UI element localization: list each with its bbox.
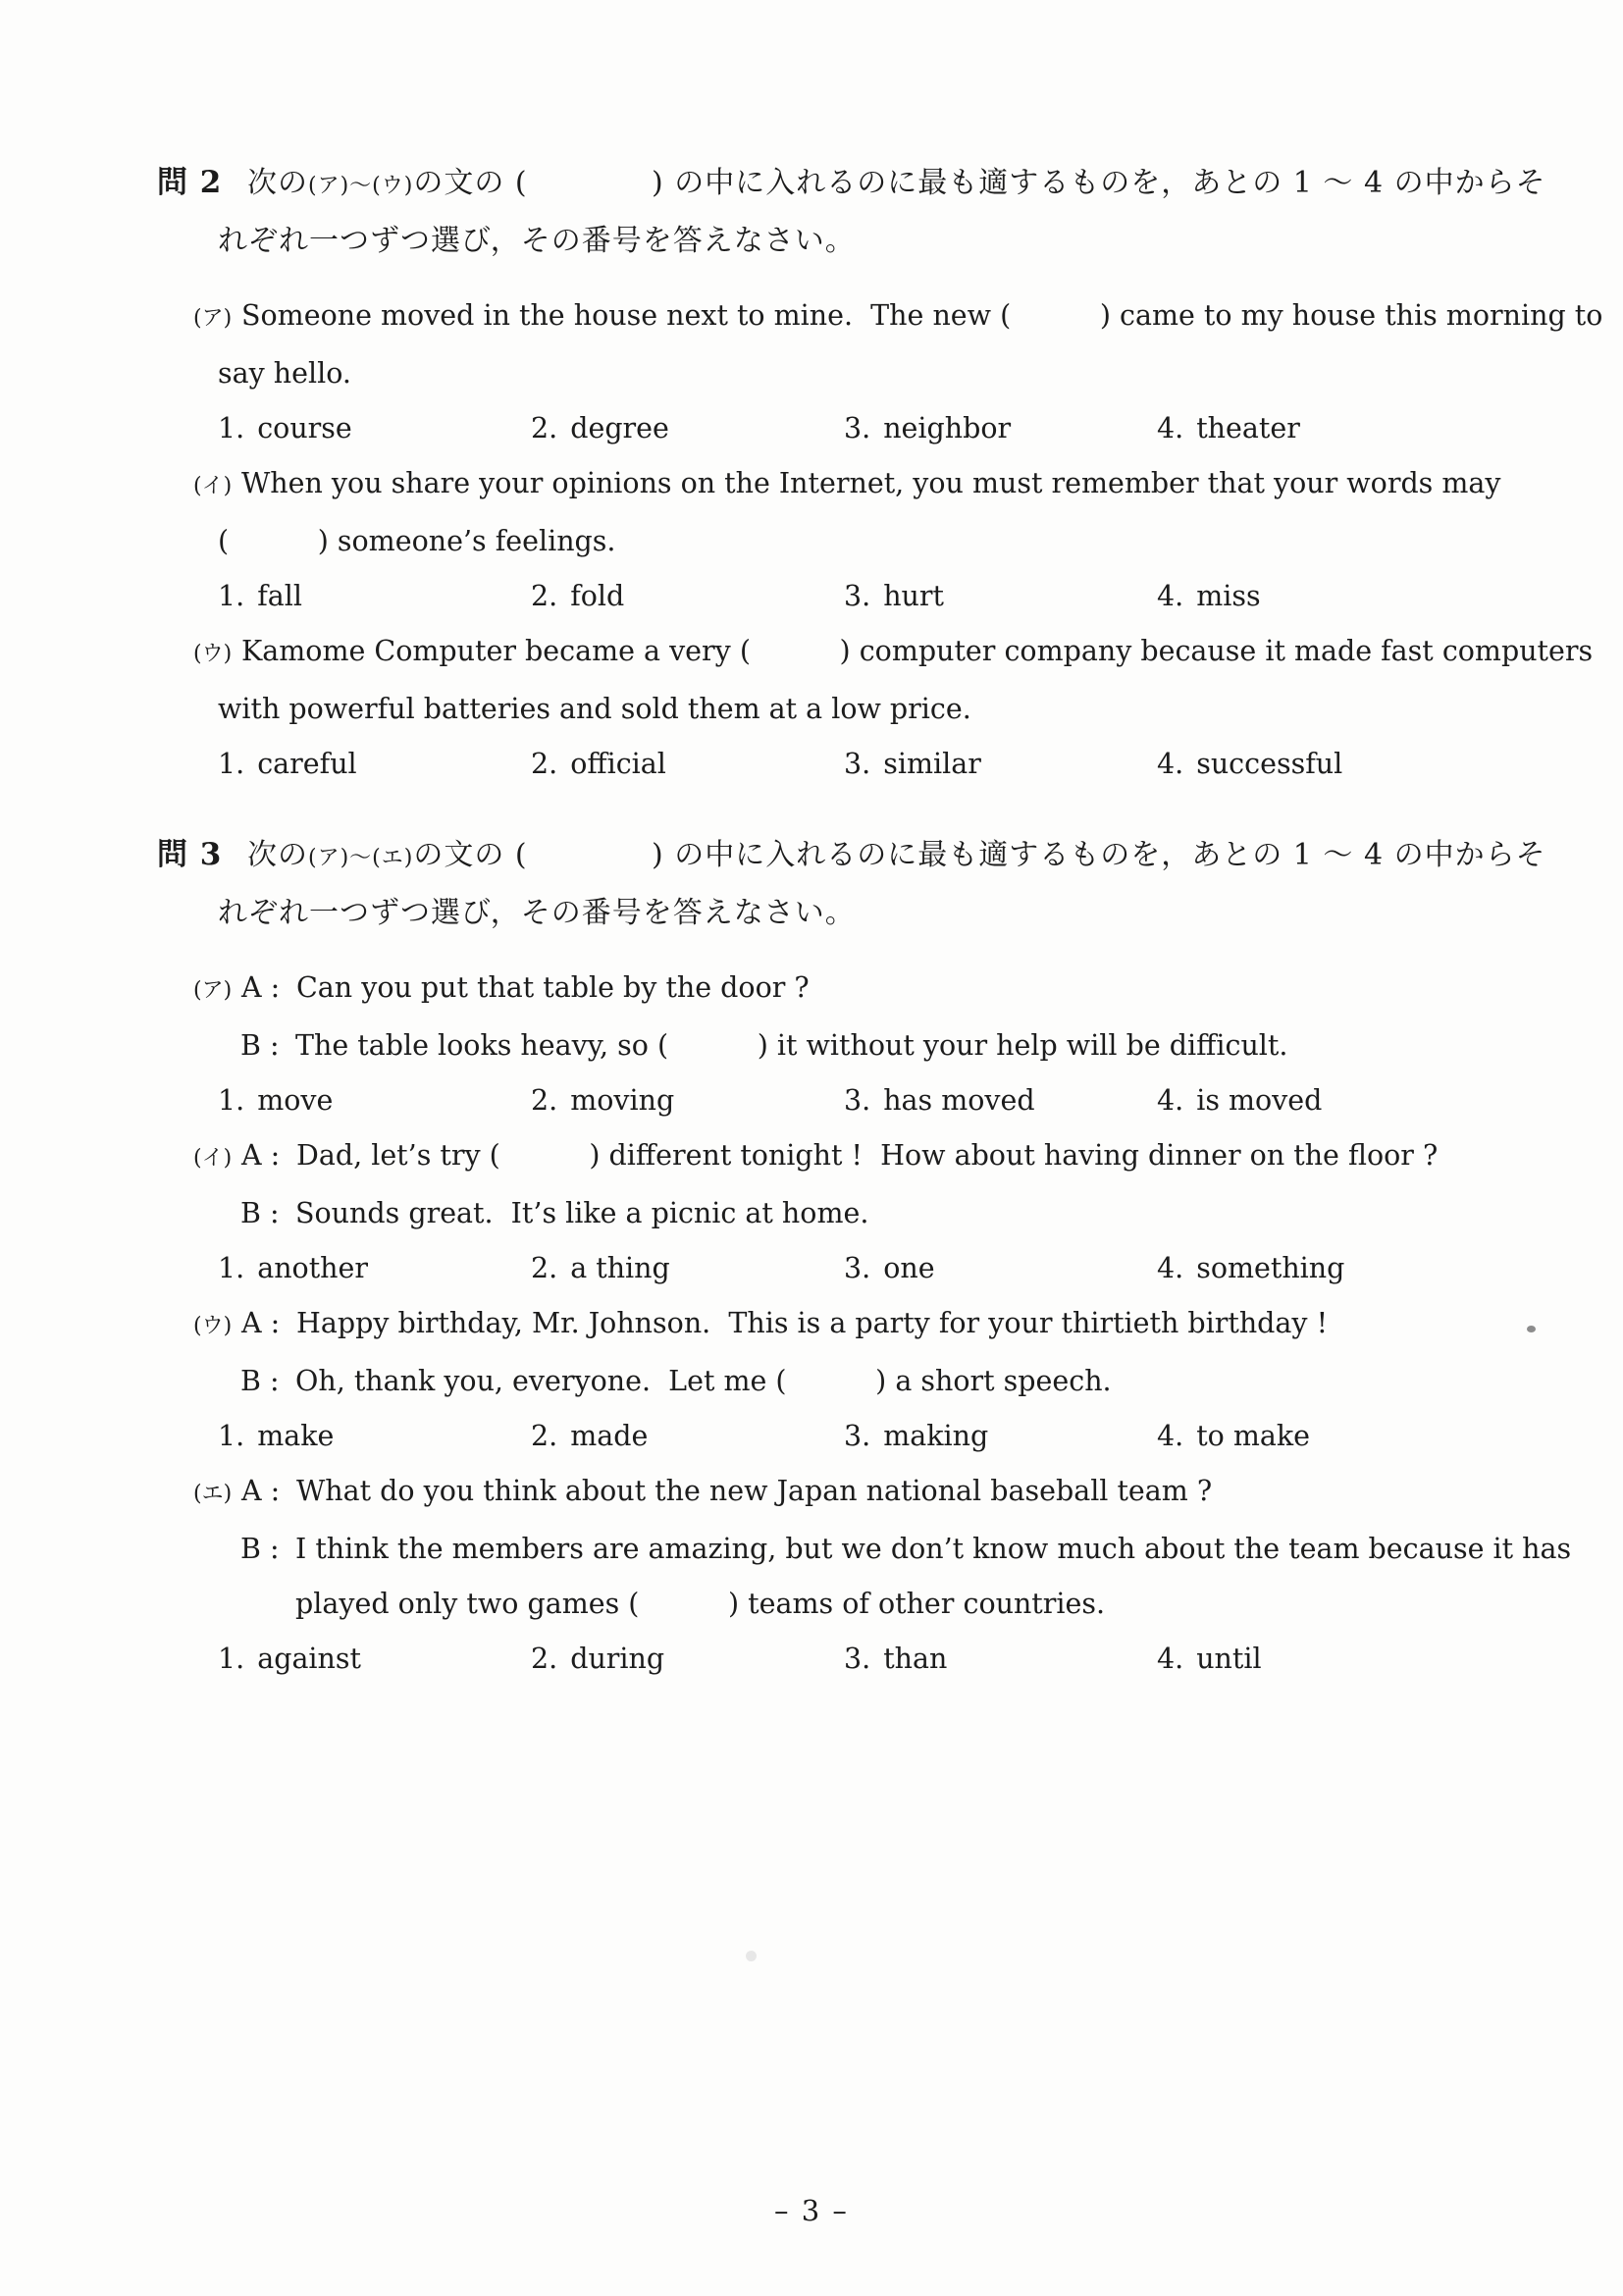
options-row xyxy=(0,1632,1623,1687)
option-2: 2. fold xyxy=(531,580,625,612)
q3-item-u xyxy=(0,1296,1623,1464)
dialogue-b-text: Oh, thank you, everyone. Let me ( ) a short speech. xyxy=(295,1365,1112,1397)
options-row xyxy=(0,401,1623,456)
dialogue-a-text: Can you put that table by the door ? xyxy=(296,971,810,1004)
question-2-section xyxy=(0,155,1623,792)
options-row xyxy=(0,1409,1623,1464)
option-3: 3. one xyxy=(844,1252,935,1284)
speaker-label-b: B : xyxy=(240,1197,280,1229)
dialogue-a-text: Happy birthday, Mr. Johnson. This is a party for your thirtieth birthday ! xyxy=(296,1307,1329,1339)
spacer xyxy=(0,269,1623,288)
item-marker: (ウ) xyxy=(193,642,233,666)
option-4: 4. successful xyxy=(1157,748,1343,780)
option-4: 4. until xyxy=(1157,1643,1262,1675)
sentence-line-1: Someone moved in the house next to mine. The new ( ) came to my house this morning to xyxy=(241,299,1603,332)
option-4: 4. something xyxy=(1157,1252,1345,1284)
speaker-label-a: A : xyxy=(241,1307,281,1339)
question-2-label: 問 2 xyxy=(157,165,223,200)
spacer xyxy=(0,792,1623,827)
question-3-instruction-line-2: れぞれ一つずつ選び，その番号を答えなさい。 xyxy=(218,896,856,930)
q3-item-e xyxy=(0,1464,1623,1687)
options-row xyxy=(0,1073,1623,1128)
sentence-line-2: say hello. xyxy=(218,357,351,390)
page-number: – 3 – xyxy=(774,2194,849,2227)
option-2: 2. during xyxy=(531,1643,665,1675)
item-range-markers: (ア)～(エ) xyxy=(308,846,414,870)
speaker-label-a: A : xyxy=(241,1475,281,1507)
option-3: 3. has moved xyxy=(844,1084,1035,1117)
option-1: 1. course xyxy=(218,412,352,444)
sentence-line-2: ( ) someone’s feelings. xyxy=(218,525,616,557)
dialogue-a-text: Dad, let’s try ( ) different tonight ! How about having dinner on the floor ? xyxy=(296,1139,1439,1172)
options-row xyxy=(0,737,1623,792)
speaker-label-b: B : xyxy=(240,1029,280,1062)
option-4: 4. theater xyxy=(1157,412,1300,444)
option-1: 1. against xyxy=(218,1643,361,1675)
option-1: 1. move xyxy=(218,1084,334,1117)
item-marker: (ア) xyxy=(193,978,233,1003)
option-3: 3. hurt xyxy=(844,580,944,612)
option-1: 1. make xyxy=(218,1420,335,1452)
sentence-line-2: with powerful batteries and sold them at a low price. xyxy=(218,693,971,725)
option-3: 3. neighbor xyxy=(844,412,1012,444)
q3-item-i xyxy=(0,1128,1623,1296)
option-1: 1. another xyxy=(218,1252,369,1284)
scan-artifact-dot xyxy=(746,1951,757,1961)
options-row xyxy=(0,569,1623,624)
option-4: 4. miss xyxy=(1157,580,1261,612)
speaker-label-b: B : xyxy=(240,1533,280,1565)
dialogue-b-text: Sounds great. It’s like a picnic at home. xyxy=(295,1197,869,1229)
question-3-header xyxy=(0,827,1623,886)
question-3-section xyxy=(0,827,1623,1687)
option-2: 2. degree xyxy=(531,412,669,444)
item-marker: (ウ) xyxy=(193,1314,233,1338)
options-row xyxy=(0,1241,1623,1296)
scan-artifact-dot xyxy=(1527,1326,1536,1332)
question-2-header xyxy=(0,155,1623,214)
q2-item-i xyxy=(0,456,1623,624)
question-2-instruction-line-1: 次の(ア)～(ウ)の文の ( ) の中に入れるのに最も適するものを，あとの 1 ～ 4 の中からそ xyxy=(247,166,1546,200)
option-2: 2. made xyxy=(531,1420,649,1452)
item-marker: (エ) xyxy=(193,1482,233,1506)
speaker-label-b: B : xyxy=(240,1365,280,1397)
q3-item-a xyxy=(0,961,1623,1128)
option-2: 2. moving xyxy=(531,1084,675,1117)
dialogue-b-text: The table looks heavy, so ( ) it without your help will be difficult. xyxy=(295,1029,1288,1062)
option-3: 3. similar xyxy=(844,748,981,780)
option-1: 1. fall xyxy=(218,580,302,612)
item-marker: (イ) xyxy=(193,1146,233,1171)
spacer xyxy=(0,941,1623,961)
option-2: 2. official xyxy=(531,748,666,780)
option-1: 1. careful xyxy=(218,748,357,780)
item-range-markers: (ア)～(ウ) xyxy=(308,174,414,198)
sentence-line-1: Kamome Computer became a very ( ) computer company because it made fast computers xyxy=(241,635,1594,667)
q2-item-a xyxy=(0,288,1623,456)
question-3-instruction-line-1: 次の(ア)～(エ)の文の ( ) の中に入れるのに最も適するものを，あとの 1 ～ 4 の中からそ xyxy=(247,838,1546,872)
speaker-label-a: A : xyxy=(241,971,281,1004)
option-3: 3. than xyxy=(844,1643,948,1675)
item-marker: (イ) xyxy=(193,474,233,498)
question-3-label: 問 3 xyxy=(157,837,223,872)
sentence-line-1: When you share your opinions on the Internet, you must remember that your words may xyxy=(241,467,1501,499)
option-3: 3. making xyxy=(844,1420,989,1452)
option-2: 2. a thing xyxy=(531,1252,670,1284)
dialogue-b-text: I think the members are amazing, but we don’t know much about the team because it has xyxy=(295,1533,1572,1565)
dialogue-a-text: What do you think about the new Japan national baseball team ? xyxy=(296,1475,1213,1507)
q2-item-u xyxy=(0,624,1623,792)
option-4: 4. to make xyxy=(1157,1420,1311,1452)
question-2-instruction-line-2: れぞれ一つずつ選び，その番号を答えなさい。 xyxy=(218,224,856,258)
item-marker: (ア) xyxy=(193,306,233,331)
speaker-label-a: A : xyxy=(241,1139,281,1172)
dialogue-b-continuation: played only two games ( ) teams of other countries. xyxy=(295,1588,1106,1620)
option-4: 4. is moved xyxy=(1157,1084,1323,1117)
